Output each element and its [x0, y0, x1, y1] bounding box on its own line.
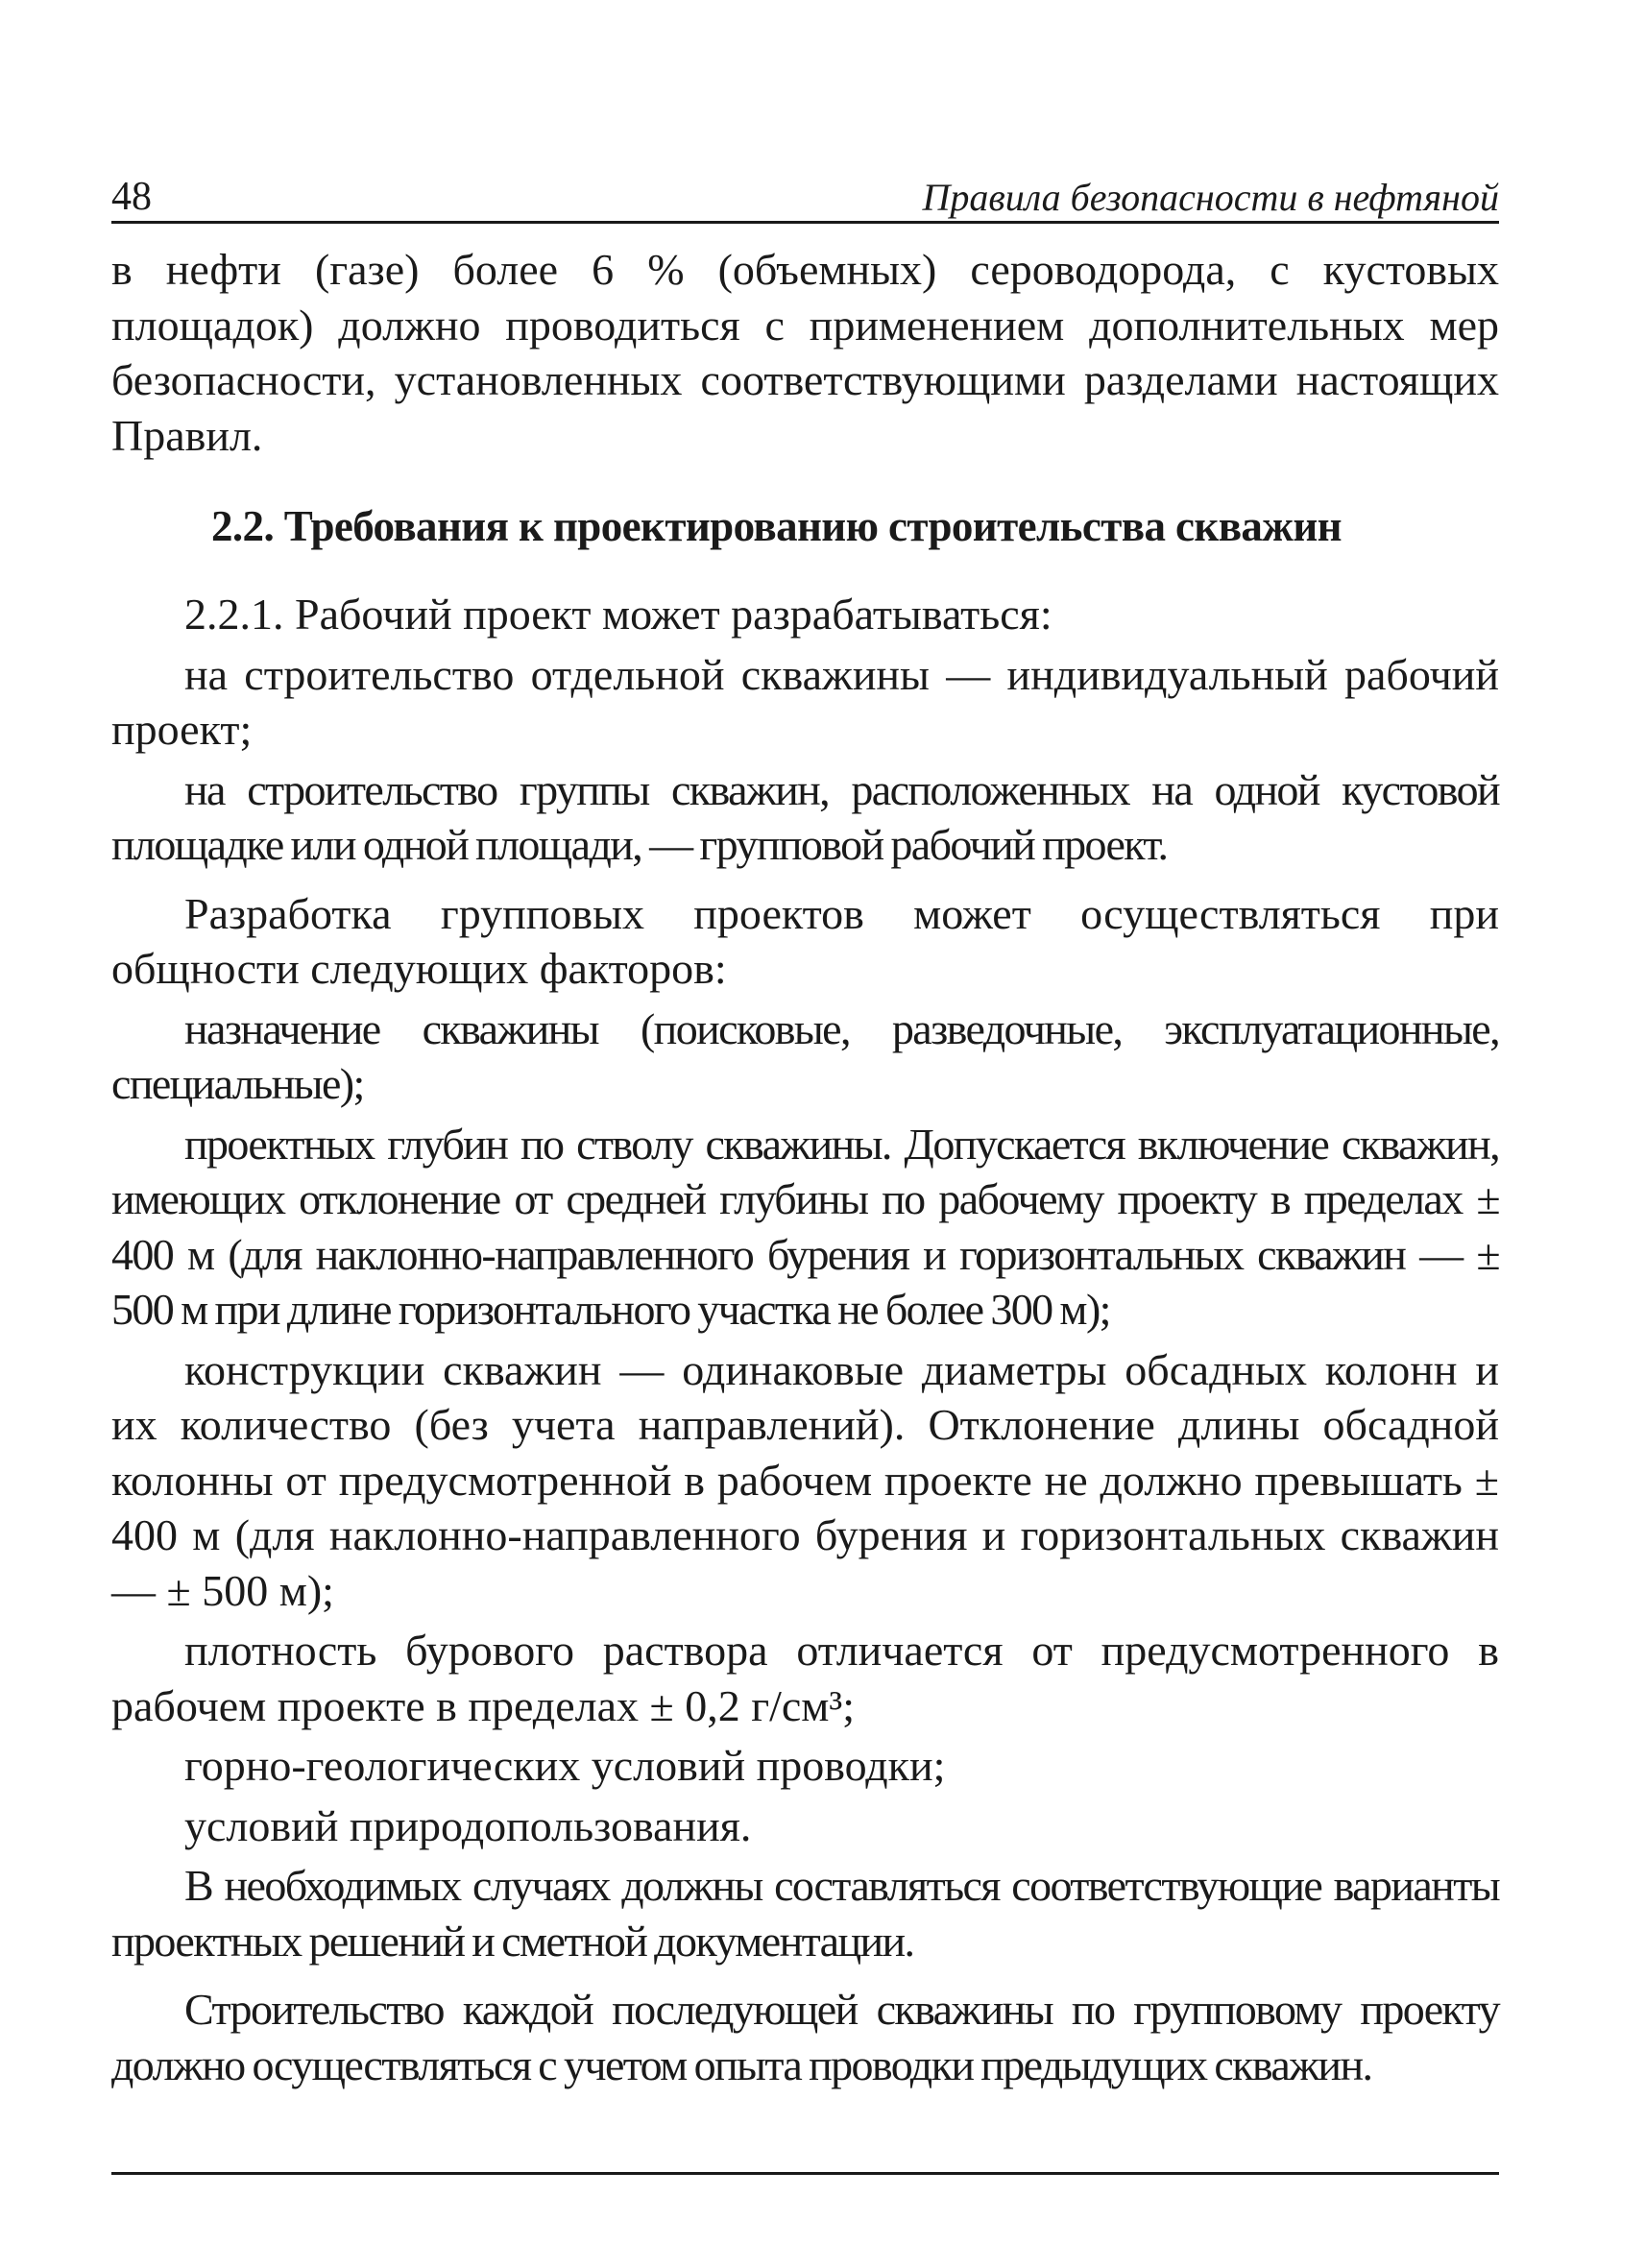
paragraph-well-construction: конструкции скважин — одинаковые диаметры обсадных колонн и их количество (без учета направлений). Отклонение длины обсадной колонны от предусмотренной в рабочем проекте не должно превышать ± 400 м (для наклонно-направленного бурения и горизонтальных скважин — ± 500 м); [111, 1344, 1499, 1615]
paragraph-geology: горно-геологических условий проводки; [184, 1741, 946, 1790]
document-page [111, 0, 1499, 2268]
paragraph-design-depths: проектных глубин по стволу скважины. Допускается включение скважин, имеющих отклонение от средней глубины по рабочему проекту в пределах ± 400 м (для наклонно-направленного бурения и горизонтальных скважин — ± 500 м при длине горизонтального участка не более 300 м); [111, 1119, 1499, 1334]
paragraph-mud-density: плотность бурового раствора отличается от предусмотренного в рабочем проекте в пределах ± 0,2 г/см³; [111, 1626, 1499, 1730]
page-body [111, 242, 1499, 2097]
paragraph-clause-2-2-1: 2.2.1. Рабочий проект может разрабатываться: [184, 590, 1052, 639]
paragraph-subsequent-wells: Строительство каждой последующей скважины по групповому проекту должно осуществляться с учетом опыта проводки предыдущих скважин. [111, 1985, 1499, 2089]
paragraph-group-project: на строительство группы скважин, расположенных на одной кустовой площадке или одной площади, — групповой рабочий проект. [111, 764, 1499, 869]
paragraph-variants: В необходимых случаях должны составляться соответствующие варианты проектных решений и сметной документации. [111, 1861, 1499, 1966]
footer-rule [111, 2172, 1499, 2175]
paragraph-nature-use: условий природопользования. [184, 1800, 752, 1850]
paragraph-well-purpose: назначение скважины (поисковые, разведочные, эксплуатационные, специальные); [111, 1003, 1499, 1108]
running-title: Правила безопасности в нефтяной [922, 176, 1499, 219]
paragraph-continuation: в нефти (газе) более 6 % (объемных) сероводорода, с кустовых площадок) должно проводиться с применением дополнительных мер безопасности, установленных соответствующими разделами настоящих Правил. [111, 245, 1499, 460]
paragraph-group-factors: Разработка групповых проектов может осуществляться при общности следующих факторов: [111, 888, 1499, 993]
paragraph-individual-project: на строительство отдельной скважины — индивидуальный рабочий проект; [111, 649, 1499, 754]
section-heading: 2.2. Требования к проектированию строительства скважин [211, 502, 1342, 550]
running-header [111, 161, 1499, 224]
page-number: 48 [111, 175, 152, 219]
